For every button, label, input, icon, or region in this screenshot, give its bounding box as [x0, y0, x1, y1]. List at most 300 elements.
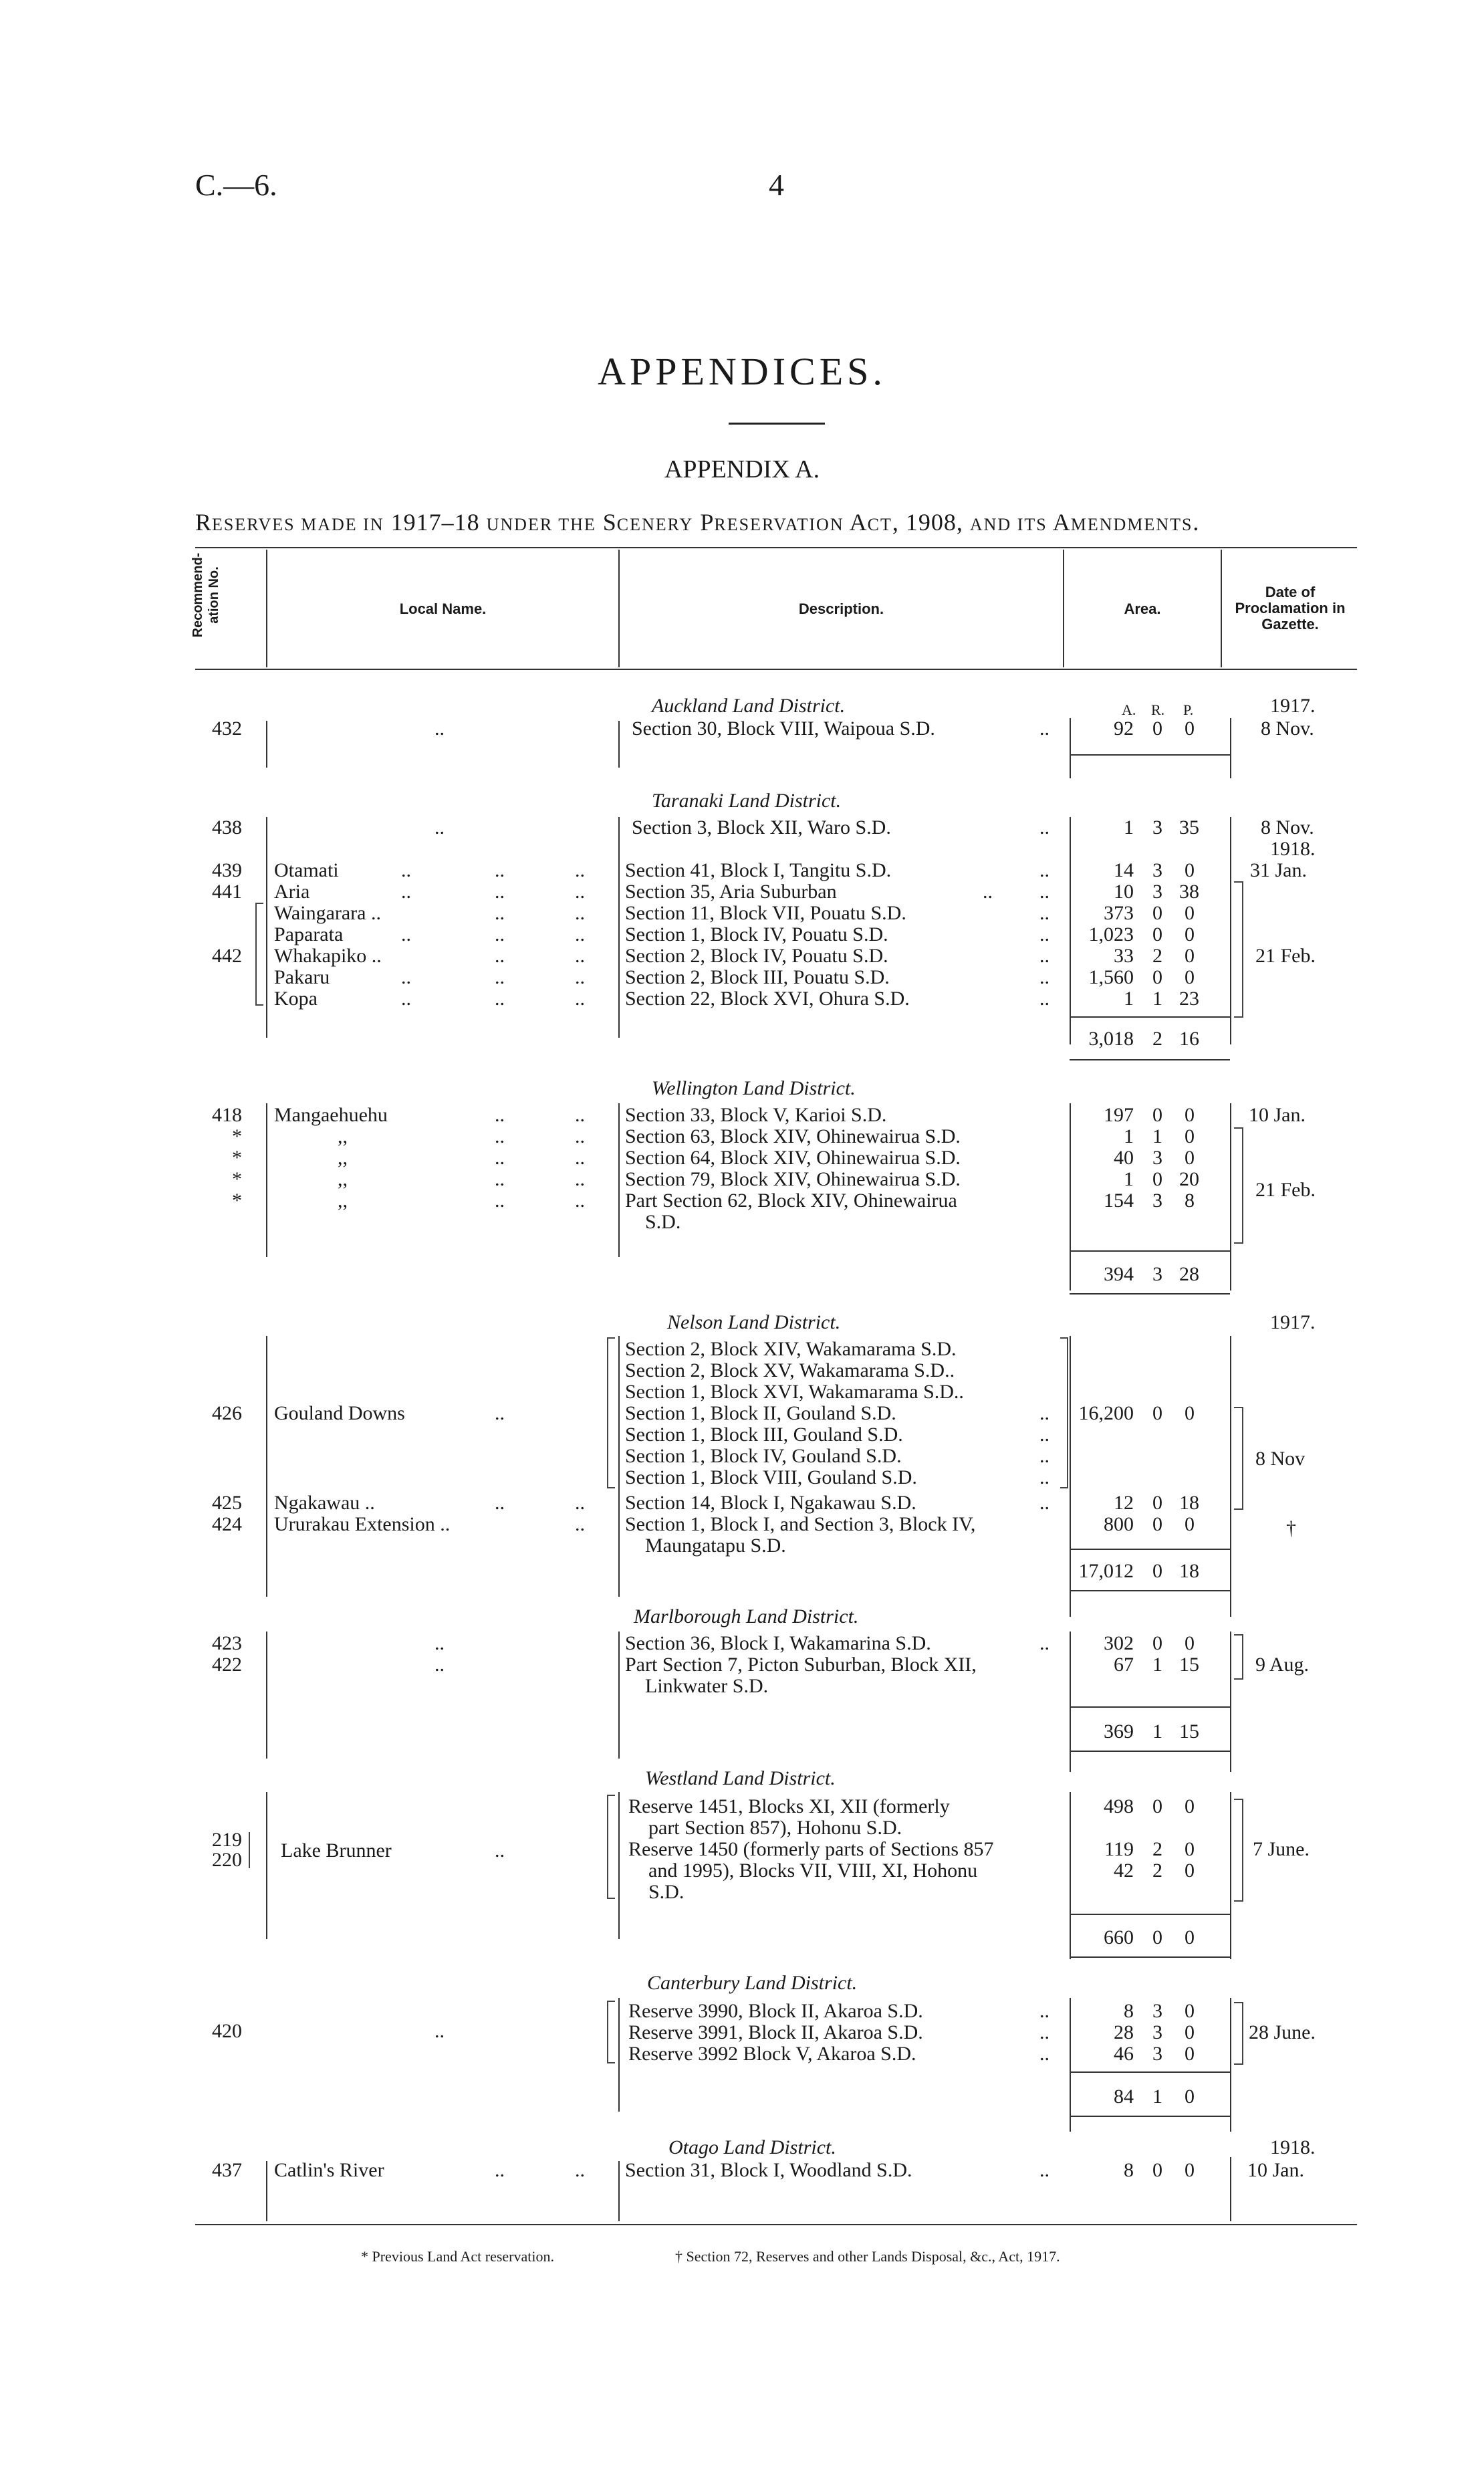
description: Section 35, Aria Suburban	[625, 881, 837, 903]
subtotal-rule	[1070, 2071, 1230, 2073]
area-perches: 0	[1185, 1125, 1195, 1147]
area-acres: 1	[1124, 988, 1134, 1010]
description: Section 2, Block III, Pouatu S.D.	[625, 966, 890, 988]
area-roods: 3	[1152, 1147, 1162, 1169]
description: Section 2, Block XV, Wakamarama S.D..	[625, 1359, 955, 1381]
rec-no: 426	[212, 1402, 242, 1424]
wellington-col-divider	[618, 1103, 620, 1257]
auckland-row-divider	[618, 721, 620, 768]
area-roods: 0	[1152, 1168, 1162, 1190]
table-bottom-rule	[195, 2224, 1357, 2225]
auckland-row-divider	[1230, 718, 1231, 778]
local-name: Catlin's River	[274, 2159, 384, 2181]
area-roods: 1	[1152, 1654, 1162, 1676]
subtotal-perches: 18	[1179, 1560, 1199, 1582]
leader-dots: ..	[575, 923, 585, 945]
leader-dots: ..	[495, 1168, 505, 1190]
district-heading-westland: Westland Land District.	[645, 1767, 836, 1789]
area-roods: 0	[1152, 1402, 1162, 1424]
area-acres: 28	[1114, 2021, 1134, 2043]
page-title: APPENDICES.	[598, 350, 886, 393]
leader-dots: ..	[1039, 945, 1049, 967]
description: Section 3, Block XII, Waro S.D.	[632, 816, 891, 838]
description: Part Section 62, Block XIV, Ohinewairua	[625, 1190, 957, 1212]
area-roods: 2	[1152, 945, 1162, 967]
rec-no: 420	[212, 2020, 242, 2042]
footnote-star: * Previous Land Act reservation.	[361, 2248, 554, 2265]
leader-dots: ..	[1039, 902, 1049, 924]
subtotal-rule	[1070, 1016, 1230, 1018]
otago-col-divider	[1230, 2157, 1231, 2221]
area-acres: 373	[1104, 902, 1134, 924]
description: Section 33, Block V, Karioi S.D.	[625, 1104, 887, 1126]
area-acres: 498	[1104, 1795, 1134, 1817]
area-perches: 0	[1185, 966, 1195, 988]
subtotal-roods: 0	[1152, 1560, 1162, 1582]
group-brace-right	[1234, 881, 1243, 1018]
taranaki-col-divider	[618, 817, 620, 1038]
leader-dots: ..	[401, 881, 411, 903]
subtotal-rule	[1070, 1293, 1230, 1295]
subtotal-acres: 369	[1104, 1720, 1134, 1743]
area-roods: 0	[1152, 1513, 1162, 1535]
local-name: Kopa	[274, 988, 318, 1010]
leader-dots: ..	[1039, 1402, 1049, 1424]
marlborough-col-divider	[618, 1632, 620, 1759]
area-roods: 3	[1152, 859, 1162, 881]
area-perches: 0	[1185, 1632, 1195, 1654]
group-brace-right	[1234, 1634, 1243, 1680]
description: Section 1, Block IV, Pouatu S.D.	[625, 923, 888, 945]
group-brace-right	[1234, 1799, 1243, 1902]
subtotal-roods: 1	[1152, 1720, 1162, 1743]
leader-dots: ..	[575, 1104, 585, 1126]
area-roods: 3	[1152, 881, 1162, 903]
leader-dots: ..	[495, 1147, 505, 1169]
rec-no: *	[232, 1190, 242, 1212]
group-date: 7 June.	[1253, 1838, 1310, 1860]
area-perches: 0	[1185, 2021, 1195, 2043]
area-acres: 1,560	[1088, 966, 1134, 988]
leader-dots: ..	[495, 1125, 505, 1147]
description: Section 2, Block XIV, Wakamarama S.D.	[625, 1338, 957, 1360]
rec-no: *	[232, 1147, 242, 1169]
area-roods: 0	[1152, 1632, 1162, 1654]
description-continued: Linkwater S.D.	[645, 1675, 769, 1697]
leader-dots: ..	[1039, 1492, 1049, 1514]
proclamation-date: 8 Nov.	[1261, 816, 1314, 838]
dagger-mark: †	[1286, 1517, 1296, 1539]
leader-dots: ..	[575, 859, 585, 881]
leader-dots: ..	[575, 2159, 585, 2181]
subtotal-roods: 0	[1152, 1926, 1162, 1948]
col-header-local-name: Local Name.	[399, 600, 487, 617]
wellington-col-divider	[1230, 1103, 1231, 1290]
rec-no: 424	[212, 1513, 242, 1535]
leader-dots: ..	[575, 1168, 585, 1190]
rec-brace	[243, 1832, 250, 1868]
local-name: Ngakawau ..	[274, 1492, 375, 1514]
leader-dots: ..	[495, 1402, 505, 1424]
proclamation-date: 10 Jan.	[1249, 1104, 1306, 1126]
area-acres: 67	[1114, 1654, 1134, 1676]
area-acres: 197	[1104, 1104, 1134, 1126]
rec-no: 442	[212, 945, 242, 967]
leader-dots: ..	[1039, 1466, 1049, 1488]
local-name: ..	[435, 1654, 445, 1676]
group-date: 9 Aug.	[1255, 1654, 1310, 1676]
table-caption: RESERVES MADE IN 1917–18 UNDER THE SCENERY PRESERVATION ACT, 1908, AND ITS AMENDMENTS.	[195, 509, 1200, 536]
taranaki-col-divider	[266, 817, 267, 1038]
col-divider-4	[1221, 550, 1222, 667]
leader-dots: ..	[575, 1513, 585, 1535]
leader-dots: ..	[1039, 2000, 1049, 2022]
local-name: ..	[435, 717, 445, 740]
leader-dots: ..	[495, 1190, 505, 1212]
area-roods: 0	[1152, 966, 1162, 988]
otago-col-divider	[266, 2161, 267, 2221]
canterbury-col-divider	[1230, 1998, 1231, 2132]
area-acres: 1	[1124, 1168, 1134, 1190]
area-perches: 35	[1179, 816, 1199, 838]
page-number: 4	[769, 168, 784, 202]
subtotal-acres: 84	[1114, 2086, 1134, 2108]
footnote-dagger: † Section 72, Reserves and other Lands Disposal, &c., Act, 1917.	[675, 2248, 1060, 2265]
local-name: Gouland Downs	[274, 1402, 405, 1424]
proclamation-date: 8 Nov.	[1261, 717, 1314, 740]
area-acres: 92	[1114, 717, 1134, 740]
area-acres: 800	[1104, 1513, 1134, 1535]
area-acres: 1,023	[1088, 923, 1134, 945]
ditto-mark: ,,	[338, 1168, 348, 1190]
leader-dots: ..	[495, 1839, 505, 1862]
description: Reserve 3991, Block II, Akaroa S.D.	[628, 2021, 923, 2043]
area-perches: 0	[1185, 1104, 1195, 1126]
area-roods: 0	[1152, 923, 1162, 945]
leader-dots: ..	[1039, 2043, 1049, 2065]
area-acres: 302	[1104, 1632, 1134, 1654]
area-roods: 3	[1152, 2043, 1162, 2065]
local-name: Lake Brunner	[281, 1839, 392, 1862]
area-acres: 33	[1114, 945, 1134, 967]
rec-no: 219	[212, 1829, 242, 1851]
subtotal-roods: 2	[1152, 1028, 1162, 1050]
description-continued: part Section 857), Hohonu S.D.	[648, 1817, 902, 1839]
area-roods: 3	[1152, 1190, 1162, 1212]
leader-dots: ..	[575, 1190, 585, 1212]
description: Section 14, Block I, Ngakawau S.D.	[625, 1492, 916, 1514]
area-roods: 0	[1152, 717, 1162, 740]
district-heading-taranaki: Taranaki Land District.	[652, 790, 842, 812]
description-continued: S.D.	[645, 1211, 681, 1233]
rec-no: 423	[212, 1632, 242, 1654]
local-name: Otamati	[274, 859, 339, 881]
year-1918: 1918.	[1270, 838, 1316, 860]
leader-dots: ..	[575, 902, 585, 924]
document-reference: C.—6.	[195, 168, 277, 202]
leader-dots: ..	[575, 1147, 585, 1169]
group-brace-right	[1060, 1337, 1068, 1488]
local-name: ..	[435, 1632, 445, 1654]
wellington-col-divider	[266, 1103, 267, 1257]
description: Section 30, Block VIII, Waipoua S.D.	[632, 717, 935, 740]
rec-no: 425	[212, 1492, 242, 1514]
nelson-col-divider	[618, 1336, 620, 1597]
area-acres: 14	[1114, 859, 1134, 881]
district-heading-canterbury: Canterbury Land District.	[647, 1972, 858, 1994]
area-perches: 0	[1185, 1860, 1195, 1882]
leader-dots: ..	[1039, 966, 1049, 988]
leader-dots: ..	[575, 966, 585, 988]
nelson-col-divider	[266, 1336, 267, 1597]
subtotal-perches: 28	[1179, 1263, 1199, 1285]
area-perches: 8	[1185, 1190, 1195, 1212]
auckland-subtotal-rule	[1070, 754, 1230, 756]
area-roods: 2	[1152, 1838, 1162, 1860]
rec-no: 438	[212, 816, 242, 838]
year-1917: 1917.	[1270, 695, 1316, 717]
area-perches: 38	[1179, 881, 1199, 903]
leader-dots: ..	[575, 881, 585, 903]
subtotal-roods: 3	[1152, 1263, 1162, 1285]
leader-dots: ..	[495, 2159, 505, 2181]
leader-dots: ..	[1039, 881, 1049, 903]
area-acres: 1	[1124, 1125, 1134, 1147]
year-1917: 1917.	[1270, 1311, 1316, 1333]
area-unit-roods: R.	[1151, 701, 1165, 718]
local-name: Paparata	[274, 923, 344, 945]
leader-dots: ..	[401, 966, 411, 988]
description-continued: and 1995), Blocks VII, VIII, XI, Hohonu	[648, 1860, 978, 1882]
group-brace-right	[1234, 1407, 1243, 1510]
district-heading-marlborough: Marlborough Land District.	[634, 1605, 859, 1627]
area-perches: 0	[1185, 859, 1195, 881]
area-perches: 20	[1179, 1168, 1199, 1190]
subtotal-rule	[1070, 1059, 1230, 1060]
westland-col-divider	[266, 1792, 267, 1939]
area-roods: 0	[1152, 902, 1162, 924]
local-name: Waingarara ..	[274, 902, 381, 924]
leader-dots: ..	[495, 859, 505, 881]
area-acres: 154	[1104, 1190, 1134, 1212]
leader-dots: ..	[575, 1492, 585, 1514]
area-acres: 8	[1124, 2000, 1134, 2022]
description: Reserve 3992 Block V, Akaroa S.D.	[628, 2043, 916, 2065]
rec-no: 439	[212, 859, 242, 881]
local-name: Whakapiko ..	[274, 945, 382, 967]
description: Reserve 1451, Blocks XI, XII (formerly	[628, 1795, 950, 1817]
auckland-row-divider	[266, 721, 267, 768]
subtotal-rule	[1070, 2116, 1230, 2117]
group-date: 28 June.	[1249, 2021, 1316, 2043]
subtotal-roods: 1	[1152, 2086, 1162, 2108]
description-continued: Maungatapu S.D.	[645, 1535, 786, 1557]
leader-dots: ..	[401, 923, 411, 945]
group-date: 21 Feb.	[1255, 945, 1316, 967]
description: Section 79, Block XIV, Ohinewairua S.D.	[625, 1168, 961, 1190]
leader-dots: ..	[495, 902, 505, 924]
leader-dots: ..	[495, 1492, 505, 1514]
district-heading-auckland: Auckland Land District.	[652, 695, 846, 717]
leader-dots: ..	[575, 1125, 585, 1147]
leader-dots: ..	[1039, 1632, 1049, 1654]
leader-dots: ..	[1039, 1445, 1049, 1467]
group-brace-left	[607, 2001, 615, 2063]
subtotal-rule	[1070, 1590, 1230, 1591]
leader-dots: ..	[495, 923, 505, 945]
rec-no: 418	[212, 1104, 242, 1126]
group-brace-left	[607, 1337, 615, 1488]
district-heading-otago: Otago Land District.	[668, 2136, 836, 2158]
local-name: Ururakau Extension ..	[274, 1513, 451, 1535]
ditto-mark: ,,	[338, 1125, 348, 1147]
area-roods: 0	[1152, 1104, 1162, 1126]
rec-no: 441	[212, 881, 242, 903]
description: Reserve 3990, Block II, Akaroa S.D.	[628, 2000, 923, 2022]
subtotal-rule	[1070, 1914, 1230, 1915]
proclamation-date: 10 Jan.	[1247, 2159, 1304, 2181]
subtotal-rule	[1070, 1250, 1230, 1252]
description: Section 1, Block II, Gouland S.D.	[625, 1402, 896, 1424]
area-roods: 1	[1152, 1125, 1162, 1147]
area-acres: 119	[1104, 1838, 1134, 1860]
description-continued: S.D.	[648, 1881, 685, 1903]
local-name: Aria	[274, 881, 310, 903]
leader-dots: ..	[495, 881, 505, 903]
rec-no: *	[232, 1125, 242, 1147]
area-perches: 0	[1185, 902, 1195, 924]
description: Section 31, Block I, Woodland S.D.	[625, 2159, 912, 2181]
description: Reserve 1450 (formerly parts of Sections 857	[628, 1838, 994, 1860]
area-acres: 12	[1114, 1492, 1134, 1514]
area-acres: 8	[1124, 2159, 1134, 2181]
description: Section 63, Block XIV, Ohinewairua S.D.	[625, 1125, 961, 1147]
area-perches: 0	[1185, 1147, 1195, 1169]
leader-dots: ..	[1039, 859, 1049, 881]
leader-dots: ..	[401, 988, 411, 1010]
area-unit-perches: P.	[1183, 701, 1194, 718]
subtotal-acres: 3,018	[1088, 1028, 1134, 1050]
subtotal-rule	[1070, 1956, 1230, 1958]
area-perches: 18	[1179, 1492, 1199, 1514]
group-date: 21 Feb.	[1255, 1179, 1316, 1201]
col-header-description: Description.	[798, 600, 884, 617]
area-roods: 0	[1152, 2159, 1162, 2181]
leader-dots: ..	[495, 945, 505, 967]
rec-no: *	[232, 1168, 242, 1190]
auckland-row-divider	[1070, 718, 1071, 778]
area-acres: 16,200	[1078, 1402, 1134, 1424]
rec-no: 437	[212, 2159, 242, 2181]
rec-no: 220	[212, 1849, 242, 1871]
area-acres: 42	[1114, 1860, 1134, 1882]
leader-dots: ..	[1039, 717, 1049, 740]
leader-dots: ..	[495, 988, 505, 1010]
area-perches: 0	[1185, 1838, 1195, 1860]
area-acres: 1	[1124, 816, 1134, 838]
district-heading-nelson: Nelson Land District.	[667, 1311, 841, 1333]
taranaki-col-divider	[1230, 817, 1231, 1044]
group-brace-left	[607, 1795, 615, 1899]
area-perches: 0	[1185, 2043, 1195, 2065]
area-roods: 3	[1152, 2021, 1162, 2043]
area-unit-acres: A.	[1122, 701, 1136, 718]
area-acres: 46	[1114, 2043, 1134, 2065]
description: Section 1, Block I, and Section 3, Block IV,	[625, 1513, 976, 1535]
description: Section 64, Block XIV, Ohinewairua S.D.	[625, 1147, 961, 1169]
leader-dots: ..	[575, 945, 585, 967]
leader-dots: ..	[1039, 2021, 1049, 2043]
col-header-area: Area.	[1124, 600, 1161, 617]
subtotal-rule	[1070, 1549, 1230, 1550]
subtotal-acres: 394	[1104, 1263, 1134, 1285]
description: Section 22, Block XVI, Ohura S.D.	[625, 988, 910, 1010]
local-name: ..	[435, 816, 445, 838]
area-roods: 1	[1152, 988, 1162, 1010]
header-bottom-rule	[195, 669, 1357, 670]
area-perches: 23	[1179, 988, 1199, 1010]
description: Section 1, Block III, Gouland S.D.	[625, 1424, 903, 1446]
group-brace-442	[255, 903, 263, 1006]
leader-dots: ..	[1039, 988, 1049, 1010]
westland-col-divider	[618, 1792, 620, 1939]
area-roods: 3	[1152, 816, 1162, 838]
description: Part Section 7, Picton Suburban, Block XII,	[625, 1654, 977, 1676]
area-roods: 0	[1152, 1492, 1162, 1514]
leader-dots: ..	[1039, 816, 1049, 838]
ditto-mark: ,,	[338, 1147, 348, 1169]
subtotal-perches: 16	[1179, 1028, 1199, 1050]
area-perches: 0	[1185, 945, 1195, 967]
area-perches: 0	[1185, 717, 1195, 740]
description: Section 2, Block IV, Pouatu S.D.	[625, 945, 888, 967]
description: Section 11, Block VII, Pouatu S.D.	[625, 902, 906, 924]
marlborough-col-divider	[1230, 1632, 1231, 1772]
area-perches: 0	[1185, 1795, 1195, 1817]
rec-no: 422	[212, 1654, 242, 1676]
subtotal-acres: 17,012	[1078, 1560, 1134, 1582]
subtotal-rule	[1070, 1751, 1230, 1752]
group-date: 8 Nov	[1255, 1448, 1306, 1470]
year-1918: 1918.	[1270, 2136, 1316, 2158]
ditto-mark: ,,	[338, 1190, 348, 1212]
nelson-col-divider	[1230, 1336, 1231, 1617]
subtotal-perches: 0	[1185, 1926, 1195, 1948]
leader-dots: ..	[983, 881, 993, 903]
subtotal-rule	[1070, 1706, 1230, 1708]
local-name: ..	[435, 2020, 445, 2042]
col-header-date: Date of Proclamation in Gazette.	[1235, 584, 1346, 633]
area-perches: 0	[1185, 1513, 1195, 1535]
district-heading-wellington: Wellington Land District.	[652, 1077, 856, 1099]
rec-no: 432	[212, 717, 242, 740]
subtotal-perches: 15	[1179, 1720, 1199, 1743]
subtotal-acres: 660	[1104, 1926, 1134, 1948]
westland-col-divider	[1230, 1792, 1231, 1959]
proclamation-date: 31 Jan.	[1250, 859, 1307, 881]
appendix-label: APPENDIX A.	[664, 455, 820, 483]
leader-dots: ..	[495, 1104, 505, 1126]
area-roods: 0	[1152, 1795, 1162, 1817]
otago-col-divider	[618, 2161, 620, 2221]
local-name: Mangaehuehu	[274, 1104, 388, 1126]
area-acres: 10	[1114, 881, 1134, 903]
col-header-recommendation: Recommend-ation No.	[191, 552, 221, 638]
description: Section 1, Block XVI, Wakamarama S.D..	[625, 1381, 964, 1403]
marlborough-col-divider	[266, 1632, 267, 1759]
table-top-rule	[195, 547, 1357, 548]
title-rule	[729, 423, 825, 425]
